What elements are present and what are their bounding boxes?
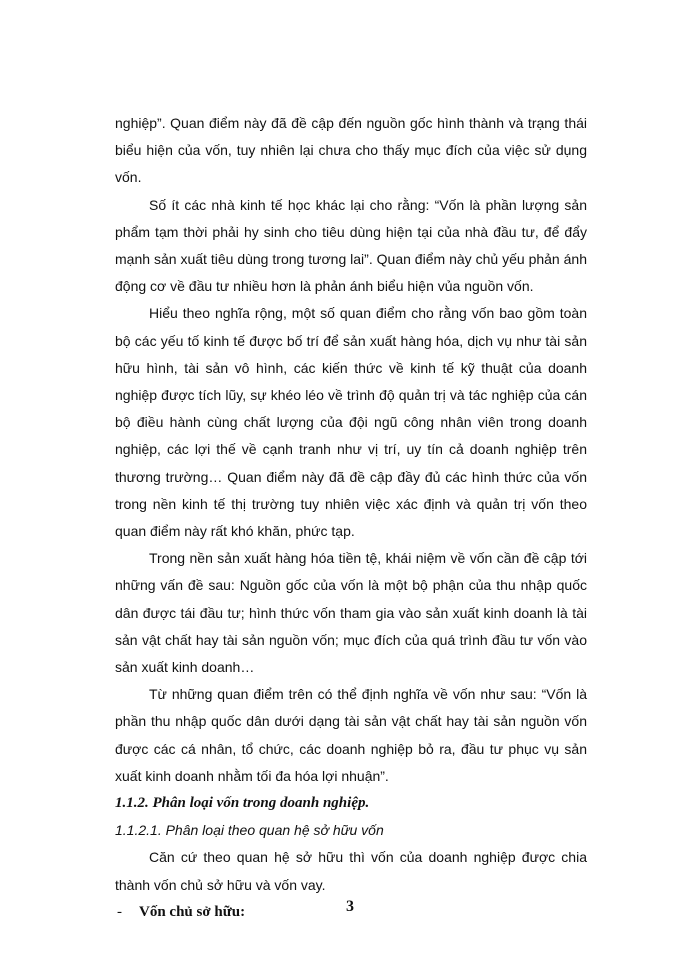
subsection-heading: 1.1.2.1. Phân loại theo quan hệ sở hữu vốn [115, 822, 384, 839]
bullet-dash: - [117, 903, 122, 920]
paragraph-4: Trong nền sản xuất hàng hóa tiền tệ, khái niệm về vốn cần đề cập tới những vấn đề sau: Nguồn gốc của vốn là một bộ phận của thu nhập quốc dân được tái đầu tư; hình thức vốn tham gia vào sản xuất kinh doanh là tài sản vật chất hay tài sản nguồn vốn; mục đích của quá trình đầu tư vốn vào sản xuất kinh doanh… [115, 550, 587, 676]
page-number: 3 [346, 898, 354, 915]
paragraph-1: nghiệp”. Quan điểm này đã đề cập đến nguồn gốc hình thành và trạng thái biểu hiện của vốn, tuy nhiên lại chưa cho thấy mục đích của việc sử dụng vốn. [115, 115, 587, 186]
paragraph-6: Căn cứ theo quan hệ sở hữu thì vốn của doanh nghiệp được chia thành vốn chủ sở hữu và vốn vay. [115, 849, 587, 893]
paragraph-5: Từ những quan điểm trên có thể định nghĩa về vốn như sau: “Vốn là phần thu nhập quốc dân dưới dạng tài sản vật chất hay tài sản nguồn vốn được các cá nhân, tổ chức, các doanh nghiệp bỏ ra, đầu tư phục vụ sản xuất kinh doanh nhằm tối đa hóa lợi nhuận”. [115, 686, 587, 784]
paragraph-3: Hiểu theo nghĩa rộng, một số quan điểm cho rằng vốn bao gồm toàn bộ các yếu tố kinh tế được bố trí để sản xuất hàng hóa, dịch vụ như tài sản hữu hình, tài sản vô hình, các kiến thức về kinh tế kỹ thuật của doanh nghiệp được tích lũy, sự khéo léo về trình độ quản trị và tác nghiệp của cán bộ điều hành cùng chất lượng của đội ngũ công nhân viên trong doanh nghiệp, các lợi thế về cạnh tranh như vị trí, uy tín cả doanh nghiệp trên thương trường… Quan điểm này đã đề cập đầy đủ các hình thức của vốn trong nền kinh tế thị trường tuy nhiên việc xác định và quản trị vốn theo quan điểm này rất khó khăn, phức tạp. [115, 305, 587, 540]
bullet-label: Vốn chủ sở hữu: [139, 903, 246, 920]
paragraph-2: Số ít các nhà kinh tế học khác lại cho rằng: “Vốn là phần lượng sản phẩm tạm thời phải hy sinh cho tiêu dùng hiện tại của nhà đầu tư, để đẩy mạnh sản xuất tiêu dùng trong tương lai”. Quan điểm này chủ yếu phản ánh động cơ về đầu tư nhiều hơn là phản ánh biểu hiện vủa nguồn vốn. [115, 196, 587, 295]
page-body [115, 110, 587, 926]
section-heading: 1.1.2. Phân loại vốn trong doanh nghiệp. [115, 795, 370, 812]
